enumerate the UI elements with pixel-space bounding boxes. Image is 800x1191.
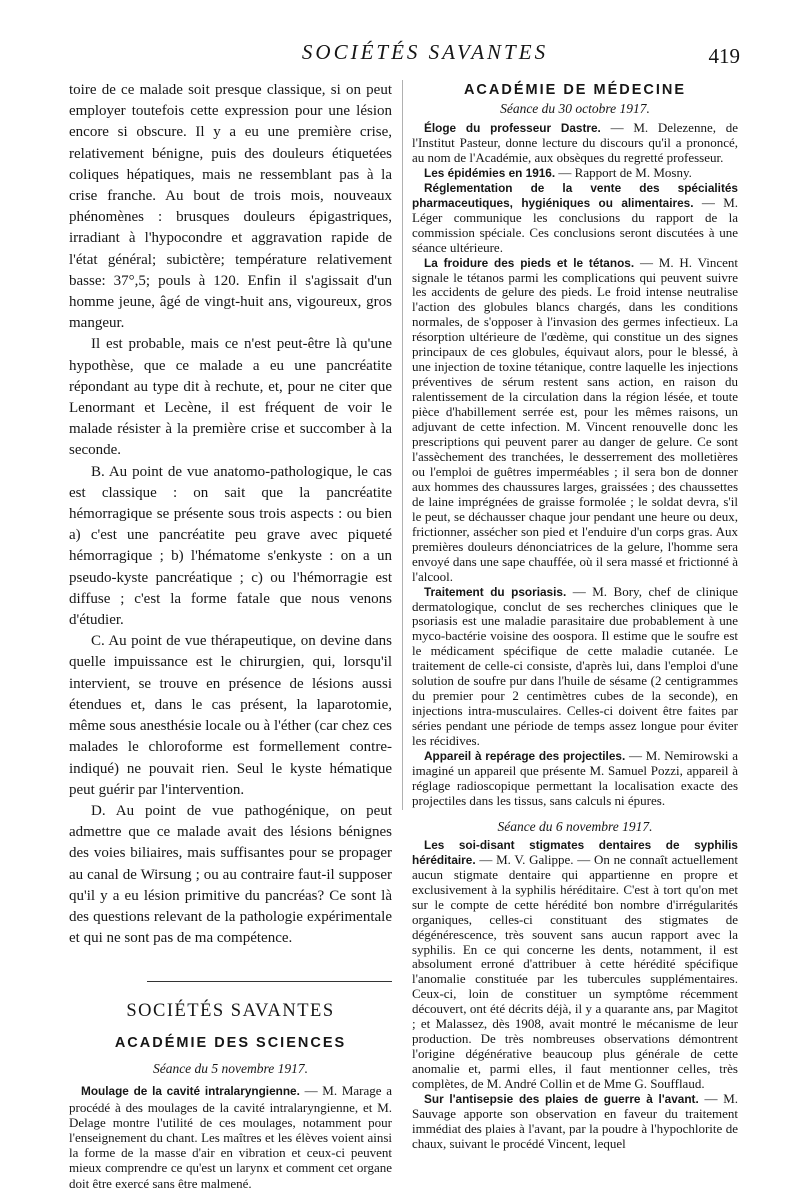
column-divider xyxy=(402,80,403,810)
left-paragraph-4: C. Au point de vue thérapeutique, on devine dans quelle impuissance est le chirurgien, qui, lorsqu'il intervient, se trouve en présence de lésions aussi étendues et, dans le cas présent, la laparotomie, même sous anesthésie locale ou à l'éther (car chez ces malades le chloroforme est formellement contre-indiqué) ne pouvait rien. Seul le kyste hématique peut guérir par l'intervention. xyxy=(69,633,392,798)
entry-text: — M. H. Vincent signale le tétanos parmi les complications qui peuvent suivre les accidents de gelure des pieds. Le froid intense neutralise l'action des globules blancs chargés, dans les conditions normales, de s'opposer à l'invasion des germes infectieux. La résorption ultérieure de l'œdème, qui constitue un des signes principaux de ces globules, équivaut alors, pour le blessé, à une injection de toxine tétanique, contre laquelle les injections préventives de sérum restent sans action, en raison du ralentissement de la circulation dans la région lésée, et toute pièce d'habillement serrée est, pour les mêmes raisons, un adjuvant de cette infection. M. Vincent renouvelle donc les prescriptions qui peuvent parer au danger de gelure. Ce sont l'assèchement des tranchées, le desserrement des molletières ou l'emploi de guêtres imperméables ; il sera bon de donner aux hommes des chaussures larges, graissées ; des chaussettes de laine imprégnées de graisse formolée ; le soldat devra, s'il le peut, se déchausser chaque jour pendant une heure ou deux, frictionner, assécher son pied et l'enduire d'un corps gras. Aux premières douleurs dénonciatrices de la gelure, l'homme sera envoyé dans une sape chauffée, où il sera massé et frictionné à l'alcool. xyxy=(412,254,738,584)
entry-text: — M. Delezenne, de l'Institut Pasteur, donne lecture du discours qu'il a prononcé, au nom de l'Académie, aux obsèques du regretté professeur. xyxy=(412,120,738,165)
left-paragraph-3: B. Au point de vue anatomo-pathologique, le cas est classique : on sait que la pancréatite hémorragique se présente sous trois aspects : ou bien a) c'est une pancréatite peu grave avec piqueté hémorragique ; b) l'hématome s'enkyste : on a un pseudo-kyste pancréatique ; c) ou l'hémorragie est diffuse ; c'est la forme fatale que nous venons d'étudier. xyxy=(69,463,392,629)
page-number: 419 xyxy=(708,44,740,68)
entry-text: — M. Léger communique les conclusions du rapport de la commission spéciale. Ces conclusions seront discutées à une séance ultérieure. xyxy=(412,194,738,255)
entry-text: — M. Nemirowski a imaginé un appareil que présente M. Samuel Pozzi, appareil à réglage radioscopique permettant la localisation exacte des projectiles dans les tissus, sans calculs ni épures. xyxy=(412,748,738,808)
entry-medecine-7 xyxy=(412,838,738,1092)
entry-heading: Éloge du professeur Dastre. xyxy=(424,121,601,135)
left-paragraph-2: Il est probable, mais ce n'est peut-être là qu'une hypothèse, que ce malade a eu une pancréatite répondant au type dit à rechute, et, pour ne citer que Lenormant et Lecène, il est fréquent de voir le malade résister à la première crise et succomber à la seconde. xyxy=(69,336,392,459)
entry-text: — M. Sauvage apporte son observation en faveur du traitement immédiat des plaies à l'avant, par la poudre à l'hypochlorite de chaux, suivant le procédé Vincent, lequel xyxy=(412,1091,738,1151)
entry-text: — M. Bory, chef de clinique dermatologique, conclut de ses recherches cliniques que le psoriasis est une maladie parasitaire due probablement à une myco-bactérie voisine des oospora. Il estime que le soufre est le médicament spécifique de cette maladie cutanée. Le traitement de celle-ci consiste, d'après lui, dans l'emploi d'une solution de soufre pur dans l'huile de sésame (2 centigrammes du premier pour 2 centimètres cubes de la seconde), en injections intra-musculaires. Celles-ci doivent être faites par séries pendant une période de temps assez longue pour éviter les récidives. xyxy=(412,583,738,749)
running-head: SOCIÉTÉS SAVANTES xyxy=(301,40,549,64)
entry-medecine-2 xyxy=(412,166,738,181)
entry-medecine-3 xyxy=(412,181,738,256)
session-date-1: Séance du 30 octobre 1917. xyxy=(500,101,650,116)
session-date-2: Séance du 6 novembre 1917. xyxy=(497,818,653,834)
section-rule xyxy=(147,981,392,982)
entry-heading: Appareil à repérage des projectiles. xyxy=(424,749,626,764)
entry-heading: Moulage de la cavité intralaryngienne. xyxy=(81,1084,300,1099)
entry-medecine-8 xyxy=(412,1092,738,1152)
entry-medecine-5 xyxy=(412,585,738,749)
entry-text: — M. Marage a procédé à des moulages de la cavité intralaryngienne, et M. Delage montre l'utilité de ces moulages, notamment pour l'enseignement du chant. Les maîtres et les élèves voient ainsi la forme de la masse d'air en vibration et ceux-ci peuvent mieux comprendre ce qu'est un larynx et comment cet organe doit être exercé sans être malmené. xyxy=(69,1083,392,1191)
left-paragraph-1: toire de ce malade soit presque classique, si on peut employer toutefois cette expression pour une lésion encore si obscure. Il y a eu une première crise, relativement bénigne, puis des douleurs étiquetées coliques hépatiques, mais ne ressemblant pas à la crise franche. Au bout de trois mois, nouveaux phénomènes : brusques douleurs épigastriques, irradiant à l'hypocondre et aggravation rapide de l'état général; subictère; température relativement basse: 37°,5; pouls à 120. Enfin il s'agissait d'un homme jeune, âgé de vingt-huit ans, vigoureux, gros mangeur. xyxy=(69,82,392,332)
entry-heading: Sur l'antisepsie des plaies de guerre à l'avant. xyxy=(424,1092,699,1107)
left-paragraph-5: D. Au point de vue pathogénique, on peut admettre que ce malade avait des lésions bénignes des voies biliaires, mais suffisantes pour se propager au canal de Wirsung ; ou au contraire faut-il supposer qu'il y a eu lésion primitive du pancréas? Ce sont là des questions relevant de la pathologie expérimentale et qui ne sont pas de ma compétence. xyxy=(69,802,392,947)
entry-heading: Les soi-disant stigmates dentaires de syphilis héréditaire. xyxy=(412,837,738,867)
entry-heading: Les épidémies en 1916. xyxy=(424,165,556,180)
left-column xyxy=(69,80,392,1191)
entry-sciences-1 xyxy=(69,1083,392,1190)
entry-medecine-4 xyxy=(412,256,738,585)
academy-medecine-title: ACADÉMIE DE MÉDECINE xyxy=(463,82,687,98)
entry-text: — Rapport de M. Mosny. xyxy=(555,164,692,180)
entry-medecine-6 xyxy=(412,749,738,809)
entry-heading: La froidure des pieds et le tétanos. xyxy=(424,255,635,270)
entry-heading: Réglementation de la vente des spécialités pharmaceutiques, hygiéniques ou alimentaires. xyxy=(412,180,738,210)
right-column xyxy=(412,81,738,1152)
entry-text: — M. V. Galippe. — On ne connaît actuellement aucun stigmate dentaire qui appartienne en propre et exclusivement à la syphilis héréditaire. C'est à tort qu'on met sur le compte de cette hérédité bon nombre d'irrégularités organiques, celles-ci constituant des stigmates de dégénérescence, très souvent sans aucun rapport avec la syphilis. En ce qui concerne les dents, notamment, il est absolument erroné d'attribuer à cette hérédité spécifique l'anomalie constituée par les tubercules supplémentaires. Ceux-ci, loin de constituer un symptôme récemment découvert, ont été décrits déjà, il y a quarante ans, par Magitot ; et Malassez, dès 1908, avait montré le mécanisme de leur production. De très nombreuses observations démontrent l'origine dégénérative beaucoup plus générale de cette anomalie et, parmi elles, il faut mentionner celles, très complètes, de M. André Collin et de Mme G. Soufflaud. xyxy=(412,851,738,1092)
entry-medecine-1 xyxy=(412,121,738,166)
entry-heading: Traitement du psoriasis. xyxy=(424,584,567,599)
academy-sciences-title: ACADÉMIE DES SCIENCES xyxy=(114,1035,347,1052)
session-date-sciences: Séance du 5 novembre 1917. xyxy=(152,1061,309,1077)
section-title: SOCIÉTÉS SAVANTES xyxy=(126,1001,335,1022)
